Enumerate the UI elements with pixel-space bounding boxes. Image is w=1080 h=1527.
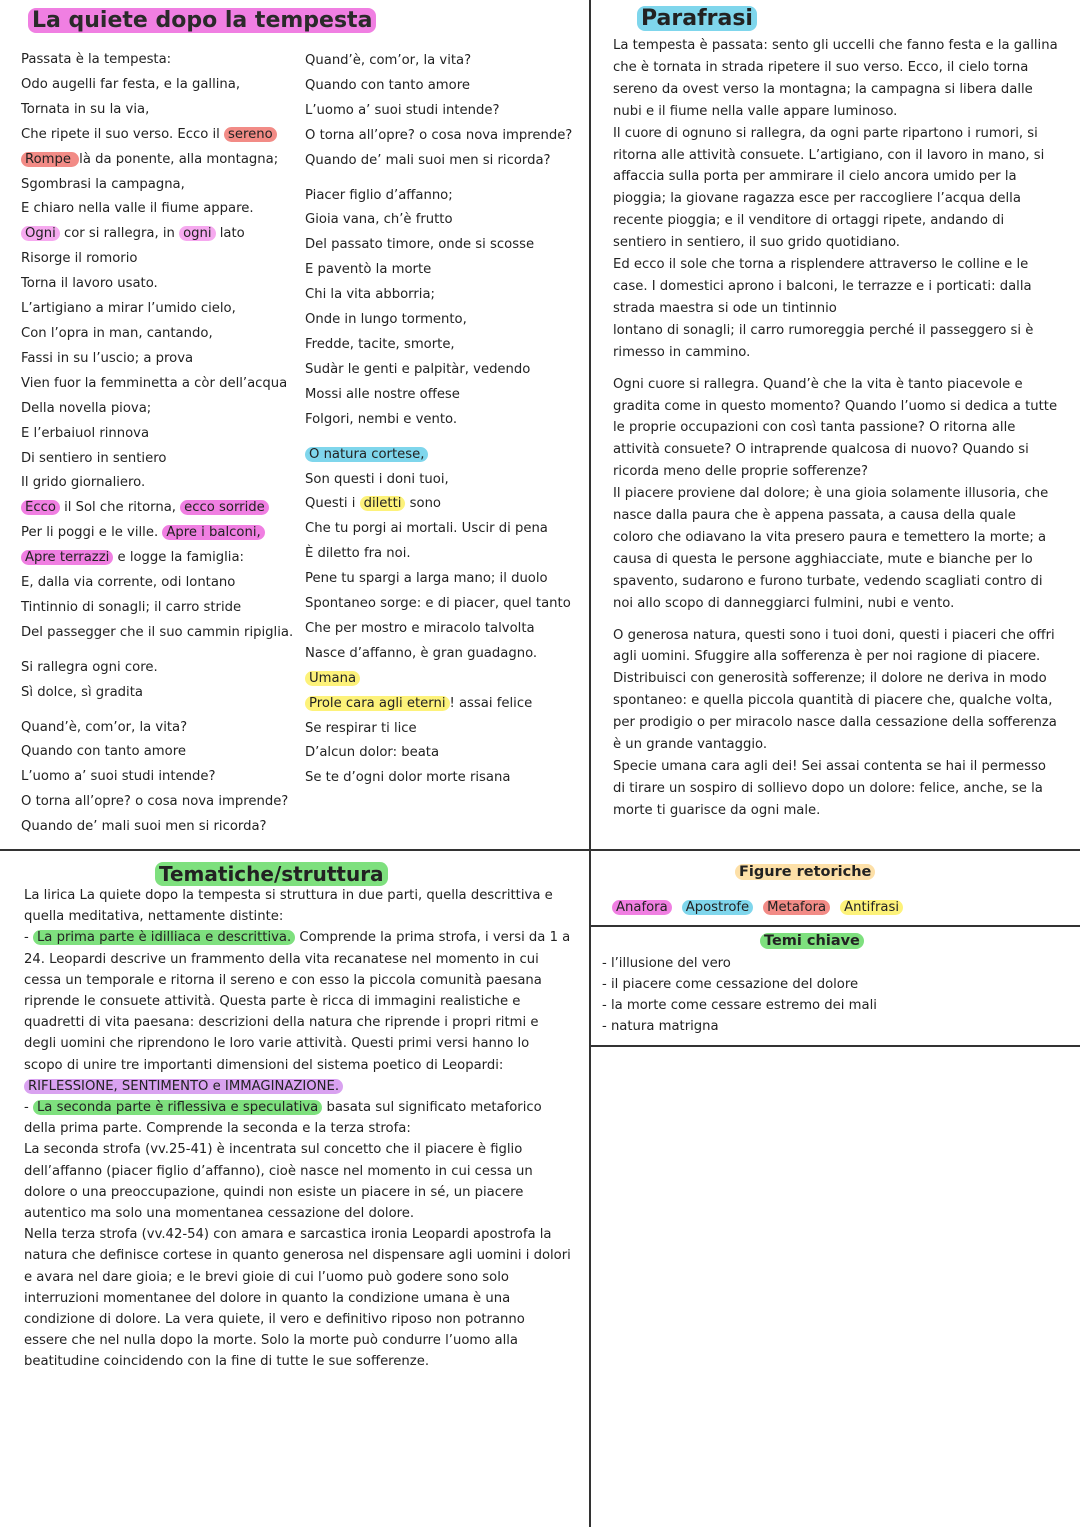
- poem-text: sono: [405, 496, 441, 512]
- poem-line: [305, 692, 572, 717]
- poem-text: Onde in lungo tormento,: [305, 312, 467, 328]
- poem-text: Tornata in su la via,: [21, 101, 150, 117]
- parafrasi-paragraph: O generosa natura, questi sono i tuoi doni, questi i piaceri che offri agli uomini. Sfuggire alla sofferenza è per noi ragione di piacere. Distribuisci con generosità sofferenze; il dolore ne deriva in modo spontaneo: e quella piccola quantità di piacere che, qualche volta, per prodigio o per miracolo nasce dalla cessazione della sofferenza è un grande vantaggio. Specie umana cara agli dei! Sei assai contenta se hai il permesso di tirare un sospiro di sollievo dopo un dolore: felice, anche, se la morte ti guarisce da ogni male.: [613, 627, 1057, 818]
- poem-text: È diletto fra noi.: [305, 546, 411, 562]
- poem-line: [21, 73, 293, 98]
- poem-text: Quand’è, com’or, la vita?: [21, 719, 188, 735]
- poem-text: Questi i: [305, 496, 360, 512]
- poem-line: [21, 397, 293, 422]
- poem-line: [305, 184, 572, 209]
- poem-line: [21, 297, 293, 322]
- part1-text: Comprende la prima strofa, i versi da 1 a 24. Leopardi descrive un frammento della vita recanatese nel momento in cui cessa un temporale e ritorna il sereno e con esso la piccola comunità paesana riprende le consuete attività. Questa parte è ricca di immagini realistiche e quadretti di vita paesana: descrizioni della natura che riprende i propri ritmi e degli uomini che riprendono le loro varie attività. Questi primi versi hanno lo scopo di unire tre importanti dimensioni del sistema poetico di Leopardi:: [24, 930, 571, 1073]
- poem-line: [305, 233, 572, 258]
- poem-text: Piacer figlio d’affanno;: [305, 187, 453, 203]
- poem-line: [21, 765, 293, 790]
- poem-text: Nasce d’affanno, è gran guadagno.: [305, 645, 538, 661]
- poem-text: Gioia vana, ch’è frutto: [305, 212, 453, 228]
- poem-text: Che ripete il suo verso. Ecco il: [21, 126, 224, 142]
- poem-line: [21, 322, 293, 347]
- poem-line: [305, 283, 572, 308]
- poem-text: Che per mostro e miracolo talvolta: [305, 620, 535, 636]
- poem-line: [21, 815, 293, 840]
- poem-line: [305, 468, 572, 493]
- figure-retoriche-title: [735, 864, 875, 880]
- poem-text: Passata è la tempesta:: [21, 52, 172, 67]
- poem-line: [21, 173, 293, 198]
- tematiche-title: [155, 862, 388, 886]
- parafrasi-title-text: Parafrasi: [637, 6, 757, 31]
- poem-text: Risorge il romorio: [21, 251, 138, 267]
- tematiche-title-text: Tematiche/struttura: [155, 862, 388, 886]
- poem-text: Sgombrasi la campagna,: [21, 176, 185, 192]
- poem-text: Il grido giornaliero.: [21, 475, 146, 491]
- poem-text: Del passegger che il suo cammin ripiglia.: [21, 624, 294, 640]
- poem-text: Spontaneo sorge: e di piacer, quel tanto: [305, 596, 571, 612]
- poem-text: Se respirar ti lice: [305, 720, 417, 736]
- poem-line: [305, 567, 572, 592]
- highlighted-word: ogni: [179, 226, 215, 241]
- figure-legend: [612, 900, 903, 915]
- tema-item: - la morte come cessare estremo dei mali: [602, 998, 877, 1013]
- tematiche-strofa2: La seconda strofa (vv.25-41) è incentrata sul concetto che il piacere è figlio dell’affanno (piacer figlio d’affanno), cioè nasce nel momento in cui cessa un dolore o una preoccupazione, quindi non esiste un piacere in sé, un piacere autentico ma solo una momentanea cessazione del dolore.: [24, 1142, 533, 1222]
- poem-text: cor si rallegra, in: [59, 226, 180, 242]
- poem-line: [21, 123, 293, 148]
- poem-line: [305, 443, 572, 468]
- legend-item: Antifrasi: [840, 900, 903, 915]
- poem-line: [21, 197, 293, 222]
- poem-text: Con l’opra in man, cantando,: [21, 325, 213, 341]
- poem-line: [21, 716, 293, 741]
- poem-column-1: [21, 48, 293, 840]
- tema-item: - l’illusione del vero: [602, 956, 731, 971]
- title-text: La quiete dopo la tempesta: [28, 8, 376, 33]
- poem-line: [21, 372, 293, 397]
- poem-line: [305, 766, 572, 791]
- poem-line: [21, 546, 293, 571]
- parafrasi-text: [613, 35, 1058, 832]
- poem-line: [21, 496, 293, 521]
- legend-item: Anafora: [612, 900, 672, 915]
- poem-text: Quando con tanto amore: [305, 77, 470, 93]
- poem-line: [305, 617, 572, 642]
- poem-text: Tintinnio di sonagli; il carro stride: [21, 599, 242, 615]
- stanza-gap: [21, 706, 293, 716]
- poem-text: Quando de’ mali suoi men si ricorda?: [21, 819, 267, 835]
- parafrasi-paragraph: Ogni cuore si rallegra. Quand’è che la vita è tanto piacevole e gradita come in questo momento? Quando l’uomo si dedica a tutte le proprie occupazioni con così tanta passione? O ritorna alle attività consuete? O intraprende qualcosa di nuovo? Quando si ricorda meno delle proprie sofferenze? Il piacere proviene dal dolore; è una gioia solamente illusoria, che nasce dalla paura che è appena passata, a causa della quale coloro che odiavano la vita presero paura e temettero la morte; a causa di questa le persone agghiacciate, mute e bianche per lo spavento, sudarono e furono turbate, vedendo scagliati contro di noi allo scopo di danneggiarci fulmini, nubi e vento.: [613, 376, 1058, 611]
- poem-column-2: [305, 49, 572, 791]
- poem-line: [305, 542, 572, 567]
- part1-highlight: La prima parte è idilliaca e descrittiva.: [33, 930, 295, 945]
- poem-line: [305, 358, 572, 383]
- poem-text: Odo augelli far festa, e la gallina,: [21, 76, 241, 92]
- highlighted-word: Umana: [305, 671, 360, 686]
- poem-line: [21, 621, 293, 646]
- poem-line: [21, 247, 293, 272]
- poem-line: [21, 98, 293, 123]
- tematiche-part1: [24, 927, 572, 1097]
- poem-text: Folgori, nembi e vento.: [305, 411, 458, 427]
- poem-line: [305, 383, 572, 408]
- poem-line: [305, 99, 572, 124]
- poem-text: Vien fuor la femminetta a còr dell’acqua: [21, 375, 288, 391]
- part2-text: basata sul significato metaforico della prima parte. Comprende la seconda e la terza strofa:: [24, 1100, 542, 1137]
- poem-line: [21, 790, 293, 815]
- poem-text: Se te d’ogni dolor morte risana: [305, 770, 511, 786]
- poem-line: [305, 124, 572, 149]
- temi-chiave-list: [602, 953, 877, 1037]
- tematiche-part2: [24, 1097, 572, 1139]
- vertical-divider: [589, 0, 591, 1527]
- poem-text: E, dalla via corrente, odi lontano: [21, 575, 236, 591]
- poem-text: il Sol che ritorna,: [59, 500, 181, 516]
- poem-line: [21, 222, 293, 247]
- poem-text: L’uomo a’ suoi studi intende?: [305, 102, 500, 118]
- poem-text: Son questi i doni tuoi,: [305, 471, 449, 487]
- poem-text: Sudàr le genti e palpitàr, vedendo: [305, 361, 531, 377]
- poem-line: [305, 308, 572, 333]
- parafrasi-paragraph: La tempesta è passata: sento gli uccelli che fanno festa e la gallina che è tornata in strada ripetere il suo verso. Ecco, il cielo torna sereno da ovest verso la montagna; la campagna si libera dalle nubi e il fiume nella valle appare luminoso. Il cuore di ognuno si rallegra, da ogni parte ripartono i rumori, si ritorna alle attività consuete. L’artigiano, con il lavoro in mano, si affaccia sulla porta per ammirare il cielo ancora umido per la pioggia; la giovane ragazza esce per raccogliere l’acqua della recente pioggia; e il venditore di ortaggi ripete, andando di sentiero in sentiero, il suo grido quotidiano. Ed ecco il sole che torna a risplendere attraverso le colline e le case. I domestici aprono i balconi, le terrazze e i porticati: dalla strada maestra si ode un tintinnio lontano di sonagli; il carro rumoreggia perché il passeggero si è rimesso in cammino.: [613, 38, 1058, 360]
- poem-line: [21, 347, 293, 372]
- poem-text: Fassi in su l’uscio; a prova: [21, 350, 194, 366]
- poem-text: Che tu porgi ai mortali. Uscir di pena: [305, 521, 548, 537]
- poem-line: [305, 74, 572, 99]
- page-title: [28, 8, 376, 33]
- poem-text: Si rallegra ogni core.: [21, 659, 158, 675]
- temi-chiave-title: [760, 933, 864, 949]
- highlighted-word: diletti: [360, 496, 406, 511]
- part2-highlight: La seconda parte è riflessiva e speculativa: [33, 1100, 322, 1115]
- poem-line: [305, 717, 572, 742]
- poem-line: [21, 521, 293, 546]
- highlighted-word: Apre i balconi,: [162, 525, 264, 540]
- figure-title-text: Figure retoriche: [735, 864, 875, 880]
- poem-text: Chi la vita abborria;: [305, 287, 435, 303]
- tematiche-text: [24, 885, 572, 1373]
- poem-text: D’alcun dolor: beata: [305, 745, 440, 761]
- highlighted-word: Apre terrazzi: [21, 550, 113, 565]
- part2-dash: -: [24, 1100, 33, 1116]
- poem-text: L’artigiano a mirar l’umido cielo,: [21, 301, 236, 317]
- highlighted-word: Ogni: [21, 226, 60, 241]
- horizontal-divider: [0, 849, 1080, 851]
- poem-line: [21, 48, 293, 73]
- poem-line: [305, 741, 572, 766]
- poem-text: Del passato timore, onde si scosse: [305, 237, 535, 253]
- poem-line: [21, 148, 293, 173]
- highlighted-word: O natura cortese,: [305, 447, 428, 462]
- poem-line: [21, 681, 293, 706]
- poem-line: [21, 422, 293, 447]
- poem-line: [305, 49, 572, 74]
- poem-text: lato: [215, 226, 245, 242]
- poem-text: Di sentiero in sentiero: [21, 450, 167, 466]
- poem-line: [305, 258, 572, 283]
- highlighted-word: sereno: [224, 127, 277, 142]
- part1-dash: -: [24, 930, 33, 946]
- poem-text: Quando de’ mali suoi men si ricorda?: [305, 152, 551, 168]
- highlighted-word: Ecco: [21, 500, 60, 515]
- poem-text: Torna il lavoro usato.: [21, 276, 158, 292]
- poem-line: [21, 571, 293, 596]
- poem-text: Quando con tanto amore: [21, 744, 186, 760]
- poem-text: Per li poggi e le ville.: [21, 525, 163, 541]
- poem-text: E l’erbaiuol rinnova: [21, 425, 150, 441]
- poem-text: e logge la famiglia:: [113, 550, 244, 566]
- poem-text: Quand’è, com’or, la vita?: [305, 53, 472, 68]
- legend-item: Apostrofe: [682, 900, 753, 915]
- tematiche-strofa3: Nella terza strofa (vv.42-54) con amara e sarcastica ironia Leopardi apostrofa la natura che definisce cortese in quanto generosa nel dispensare agli uomini i dolori e avara nel dare gioia; e le brevi gioie di cui l’uomo può godere sono solo interruzioni momentanee del dolore in quanto la condizione umana è una condizione di dolore. La vera quiete, il vero e definitivo riposo non potranno essere che nel nulla dopo la morte. Solo la morte può condurre l’uomo alla beatitudine coincidendo con la fine di tutte le sue sofferenze.: [24, 1227, 571, 1370]
- poem-line: [305, 149, 572, 174]
- highlighted-word: Rompe: [21, 152, 79, 167]
- poem-text: Pene tu spargi a larga mano; il duolo: [305, 571, 548, 587]
- poem-line: [21, 740, 293, 765]
- poem-line: [305, 667, 572, 692]
- temi-title-text: Temi chiave: [760, 933, 864, 949]
- poem-line: [305, 408, 572, 433]
- legend-divider: [591, 925, 1080, 927]
- themes-divider: [591, 1045, 1080, 1047]
- poem-text: L’uomo a’ suoi studi intende?: [21, 769, 216, 785]
- stanza-gap: [21, 646, 293, 656]
- legend-item: Metafora: [763, 900, 830, 915]
- poem-line: [21, 272, 293, 297]
- part1-dimensions: RIFLESSIONE, SENTIMENTO e IMMAGINAZIONE.: [24, 1079, 343, 1094]
- stanza-gap: [305, 433, 572, 443]
- poem-line: [305, 492, 572, 517]
- poem-line: [305, 333, 572, 358]
- poem-line: [21, 447, 293, 472]
- tema-item: - il piacere come cessazione del dolore: [602, 977, 859, 992]
- highlighted-word: Prole cara agli eterni: [305, 696, 450, 711]
- poem-text: O torna all’opre? o cosa nova imprende?: [305, 127, 573, 143]
- tematiche-intro: La lirica La quiete dopo la tempesta si struttura in due parti, quella descrittiva e quella meditativa, nettamente distinte:: [24, 888, 553, 925]
- tema-item: - natura matrigna: [602, 1019, 719, 1034]
- poem-line: [21, 596, 293, 621]
- poem-line: [21, 656, 293, 681]
- poem-text: Fredde, tacite, smorte,: [305, 336, 455, 352]
- poem-line: [305, 592, 572, 617]
- poem-text: Sì dolce, sì gradita: [21, 684, 143, 700]
- poem-text: Mossi alle nostre offese: [305, 386, 460, 402]
- poem-text: O torna all’opre? o cosa nova imprende?: [21, 794, 289, 810]
- poem-line: [305, 642, 572, 667]
- stanza-gap: [305, 174, 572, 184]
- poem-text: ! assai felice: [449, 695, 533, 711]
- poem-text: E chiaro nella valle il fiume appare.: [21, 201, 254, 217]
- poem-text: là da ponente, alla montagna;: [79, 151, 279, 167]
- poem-text: E paventò la morte: [305, 262, 432, 278]
- highlighted-word: ecco sorride: [180, 500, 269, 515]
- poem-text: Della novella piova;: [21, 400, 152, 416]
- poem-line: [305, 208, 572, 233]
- poem-line: [21, 471, 293, 496]
- parafrasi-title: [637, 6, 757, 31]
- poem-line: [305, 517, 572, 542]
